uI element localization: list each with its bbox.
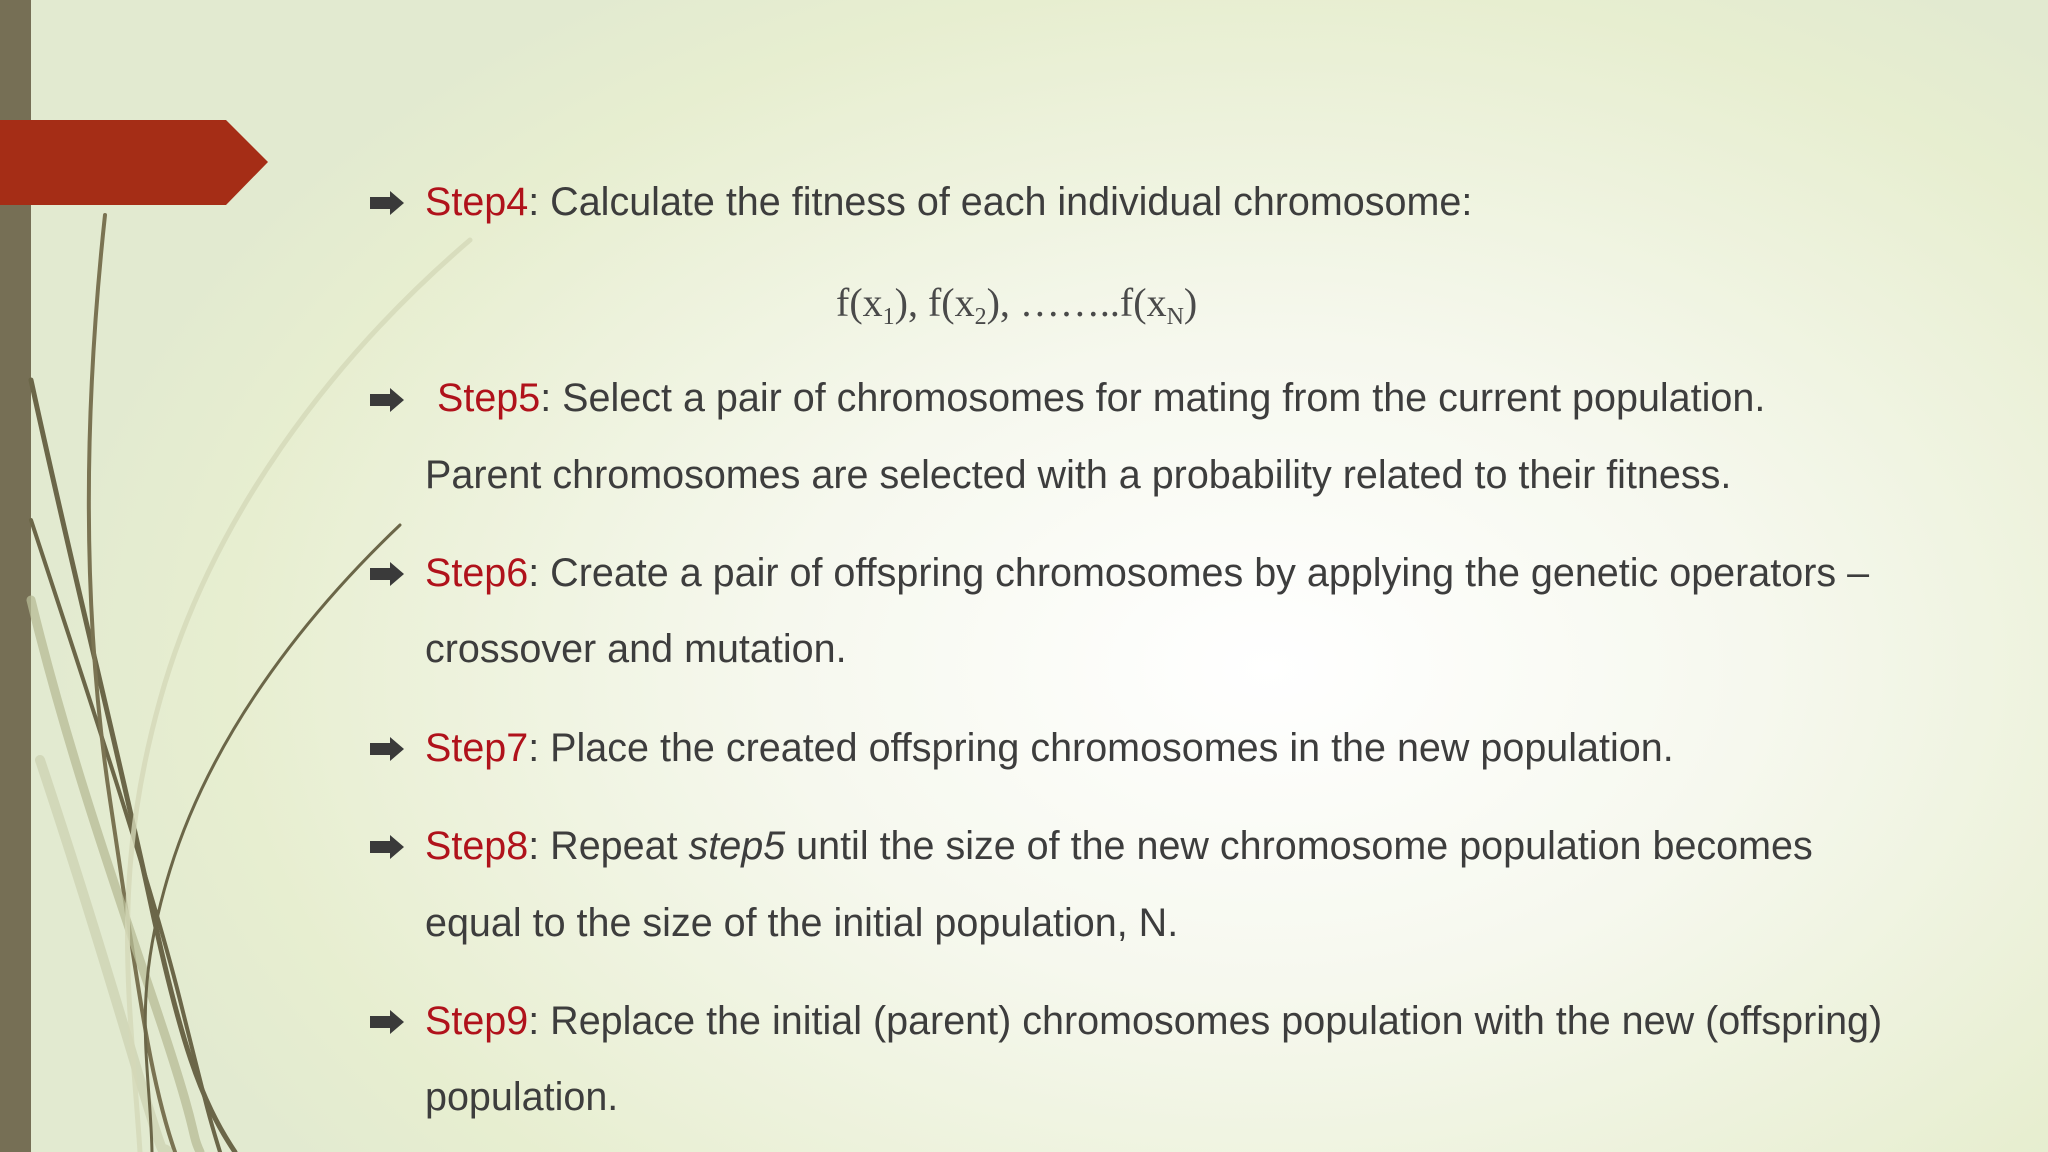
formula-subscript: 2 bbox=[974, 304, 987, 330]
arrow-bullet-icon bbox=[370, 388, 404, 412]
step6-line2: crossover and mutation. bbox=[425, 627, 847, 671]
formula-part: ), f(x bbox=[894, 280, 975, 325]
step5-line1: : Select a pair of chromosomes for mating from the current population. bbox=[540, 376, 1766, 420]
step5-text bbox=[437, 373, 1765, 423]
step8-label: Step8 bbox=[425, 824, 529, 868]
step9-line1: : Replace the initial (parent) chromosomes population with the new (offspring) bbox=[528, 999, 1883, 1043]
step8-text bbox=[425, 821, 1813, 871]
step4-label: Step4 bbox=[425, 180, 529, 224]
step9-label: Step9 bbox=[425, 999, 529, 1043]
formula-part: ), ……..f(x bbox=[986, 280, 1167, 325]
step7-line1: : Place the created offspring chromosomes in the new population. bbox=[528, 726, 1674, 770]
fitness-formula bbox=[836, 278, 1197, 328]
formula-part: f(x bbox=[836, 280, 883, 325]
step6-text bbox=[425, 548, 1869, 598]
step8-line1-em: step5 bbox=[688, 824, 786, 868]
step5-label: Step5 bbox=[437, 376, 541, 420]
arrow-bullet-icon bbox=[370, 835, 404, 859]
formula-part: ) bbox=[1183, 280, 1198, 325]
arrow-bullet-icon bbox=[370, 737, 404, 761]
step4-text bbox=[425, 177, 1472, 227]
formula-subscript: N bbox=[1166, 304, 1184, 330]
arrow-bullet-icon bbox=[370, 562, 404, 586]
arrow-bullet-icon bbox=[370, 1010, 404, 1034]
step8-line1-a: : Repeat bbox=[528, 824, 689, 868]
step5-line2: Parent chromosomes are selected with a probability related to their fitness. bbox=[425, 453, 1732, 497]
formula-subscript: 1 bbox=[882, 304, 895, 330]
step9-text bbox=[425, 996, 1882, 1046]
step7-label: Step7 bbox=[425, 726, 529, 770]
arrow-bullet-icon bbox=[370, 191, 404, 215]
step4-line1: : Calculate the fitness of each individual chromosome: bbox=[528, 180, 1473, 224]
step6-label: Step6 bbox=[425, 551, 529, 595]
step9-line2: population. bbox=[425, 1075, 619, 1119]
step6-line1: : Create a pair of offspring chromosomes by applying the genetic operators – bbox=[528, 551, 1870, 595]
step7-text bbox=[425, 723, 1674, 773]
step8-line2: equal to the size of the initial population, N. bbox=[425, 901, 1179, 945]
step8-line1-b: until the size of the new chromosome population becomes bbox=[785, 824, 1813, 868]
